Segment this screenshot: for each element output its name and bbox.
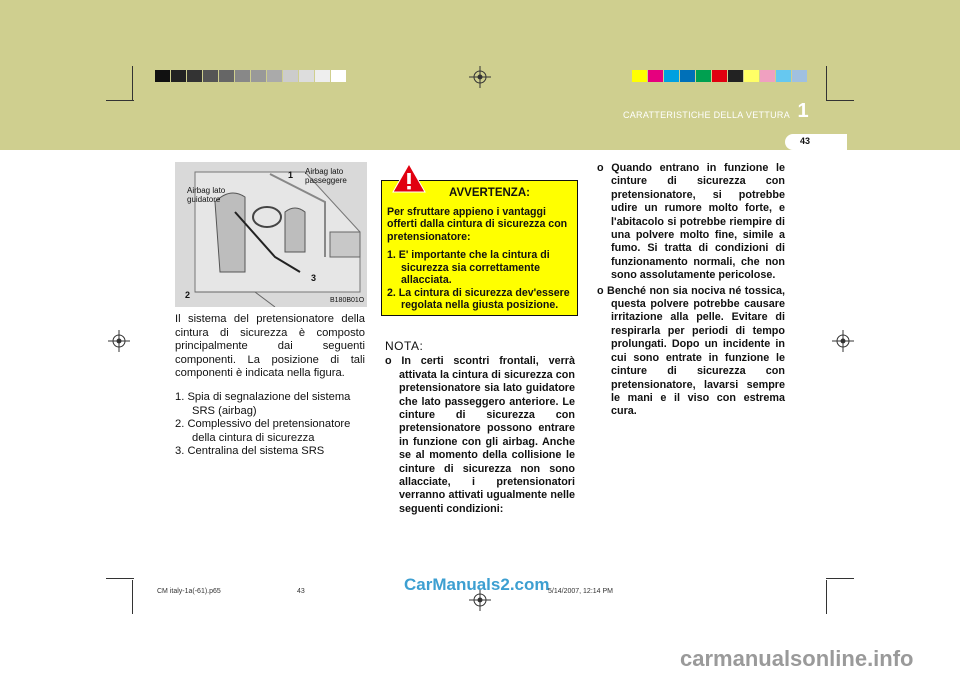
intro-column xyxy=(175,313,365,459)
section-title: CARATTERISTICHE DELLA VETTURA xyxy=(622,110,790,120)
note-title: NOTA: xyxy=(385,339,424,353)
color-swatch xyxy=(760,70,775,82)
carmanualsonline-watermark[interactable]: carmanualsonline.info xyxy=(680,646,914,671)
color-calibration-strip xyxy=(632,70,808,82)
color-swatch xyxy=(251,70,266,82)
crop-mark xyxy=(132,580,133,614)
footer-page: 43 xyxy=(297,588,305,595)
color-swatch xyxy=(299,70,314,82)
color-swatch xyxy=(331,70,346,82)
callout-3: 3 xyxy=(311,273,317,283)
driver-airbag-label: Airbag lato guidatore xyxy=(187,186,226,204)
carmanuals-watermark[interactable]: CarManuals2.com xyxy=(404,575,550,594)
list-item: 2. Complessivo del pretensionatore della cintura di sicurezza xyxy=(175,418,351,444)
warning-triangle-icon xyxy=(392,163,426,193)
callout-1: 1 xyxy=(288,170,294,180)
color-swatch xyxy=(219,70,234,82)
color-swatch xyxy=(648,70,663,82)
list-item: 3. Centralina del sistema SRS xyxy=(175,445,325,458)
color-swatch xyxy=(712,70,727,82)
list-item: 1. Spia di segnalazione del sistema SRS (airbag) xyxy=(175,390,351,417)
crop-mark xyxy=(132,66,133,100)
passenger-airbag-label: Airbag lato passeggere xyxy=(305,167,347,185)
component-list xyxy=(175,391,365,459)
registration-mark-icon xyxy=(469,66,491,88)
color-swatch xyxy=(632,70,647,82)
color-swatch xyxy=(664,70,679,82)
warning-list xyxy=(387,249,572,312)
right-column xyxy=(597,162,785,421)
list-item: o In certi scontri frontali, verrà attivata la cintura di sicurezza con pretensionatore sia lato guidatore che lato passeggero anteriore. Le cinture di sicurezza con pretensionatore possono entrare in funzione con gli airbag. Anche se al momento della collisione le cinture di sicurezza non sono allacciate, i pretensionatori verranno attivati ugualmente nelle seguenti condizioni: xyxy=(385,355,575,515)
color-swatch xyxy=(680,70,695,82)
warning-title: AVVERTENZA: xyxy=(449,187,530,199)
crop-mark xyxy=(106,578,134,579)
figure-code: B180B01O xyxy=(330,297,365,304)
color-swatch xyxy=(776,70,791,82)
crop-mark xyxy=(826,578,854,579)
color-swatch xyxy=(203,70,218,82)
list-item: 1. E' importante che la cintura di sicurezza sia correttamente allacciata. xyxy=(387,249,550,286)
crop-mark xyxy=(826,100,854,101)
color-swatch xyxy=(315,70,330,82)
list-item: o Quando entrano in funzione le cinture di sicurezza con pretensionatore, si potrebbe udire un rumore molto forte, e l'abitacolo si potrebbe riempire di una polvere molto fine, simile a fumo. Si tratta di condizioni di funzionamento normali, che non sono assolutamente pericolose. xyxy=(597,162,785,282)
color-swatch xyxy=(267,70,282,82)
gray-calibration-strip xyxy=(155,70,347,82)
footer-date: 5/14/2007, 12:14 PM xyxy=(548,588,613,595)
footer-file: CM italy-1a(-61).p65 xyxy=(157,588,221,595)
list-item: o Benché non sia nociva né tossica, questa polvere potrebbe causare irritazione alla pelle. Evitare di respirarla per periodi di tempo prolungati. Dopo un incidente in cui sono entrate in funzione le cinture di sicurezza con pretensionatore, lavarsi sempre le mani e il viso con estrema cura. xyxy=(597,284,785,418)
warning-intro: Per sfruttare appieno i vantaggi offerti dalla cintura di sicurezza con pretensionatore: xyxy=(387,205,568,243)
chapter-number: 1 xyxy=(797,100,809,122)
callout-2: 2 xyxy=(185,290,191,300)
registration-mark-icon xyxy=(832,330,854,352)
list-item: 2. La cintura di sicurezza dev'essere regolata nella giusta posizione. xyxy=(387,286,570,311)
crop-mark xyxy=(826,66,827,100)
color-swatch xyxy=(728,70,743,82)
intro-paragraph: Il sistema del pretensionatore della cintura di sicurezza è composto principalmente dai seguenti componenti. La posizione di tali componenti è indicata nella figura. xyxy=(175,313,365,380)
color-swatch xyxy=(283,70,298,82)
color-swatch xyxy=(744,70,759,82)
registration-mark-icon xyxy=(108,330,130,352)
color-swatch xyxy=(187,70,202,82)
pretensioner-figure xyxy=(175,162,367,307)
color-swatch xyxy=(155,70,170,82)
crop-mark xyxy=(106,100,134,101)
color-swatch xyxy=(696,70,711,82)
page-number: 43 xyxy=(799,136,810,146)
note-section xyxy=(385,340,575,516)
crop-mark xyxy=(826,580,827,614)
color-swatch xyxy=(235,70,250,82)
color-swatch xyxy=(171,70,186,82)
warning-box xyxy=(381,180,578,316)
color-swatch xyxy=(792,70,807,82)
